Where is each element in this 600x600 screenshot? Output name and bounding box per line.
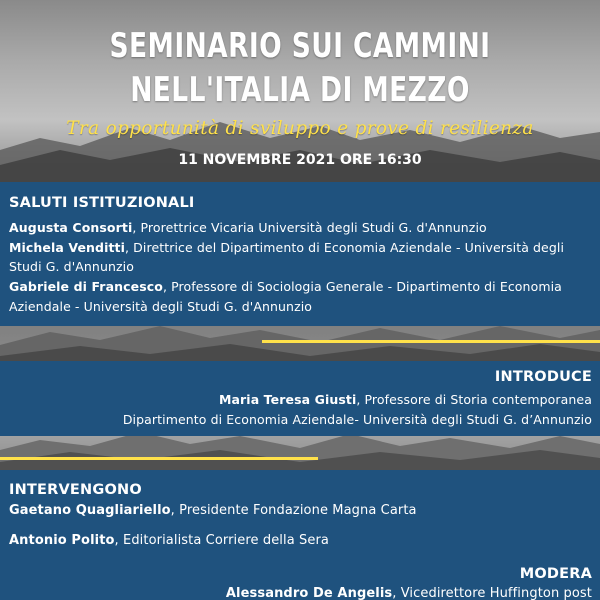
intervengono-person-2 [9,533,329,548]
saluti-person-2-cont: Studi G. d'Annunzio [9,259,134,274]
saluti-heading: SALUTI ISTITUZIONALI [9,195,195,211]
introduce-person-cont: Dipartimento di Economia Aziendale- Università degli Studi G. d’Annunzio [122,412,592,427]
saluti-person-1 [9,220,487,235]
person-name: Augusta Consorti [9,220,133,235]
subtitle: Tra opportunità di sviluppo e prove di resilienza [66,118,534,139]
introduce-heading: INTRODUCE [494,369,592,385]
person-name: Michela Venditti [9,240,126,255]
saluti-person-3-cont: Aziendale - Università degli Studi G. d'Annunzio [9,299,313,314]
person-role: , Editorialista Corriere della Sera [114,533,329,548]
event-date: 11 NOVEMBRE 2021 ORE 16:30 [178,152,422,168]
yellow-divider-1 [262,340,600,343]
person-name: Maria Teresa Giusti [218,392,357,407]
modera-heading: MODERA [519,566,592,582]
person-name: Gaetano Quagliariello [9,503,171,518]
person-role: , Professore di Sociologia Generale - Dipartimento di Economia [162,279,562,294]
person-role: , Direttrice del Dipartimento di Economia Aziendale - Università degli [125,240,565,255]
intervengono-heading: INTERVENGONO [9,482,142,498]
title-line-1: SEMINARIO SUI CAMMINI [109,26,491,66]
person-name: Gabriele di Francesco [9,279,163,294]
modera-person [226,586,592,600]
title-line-2: NELL'ITALIA DI MEZZO [130,70,470,110]
yellow-divider-2 [0,457,318,460]
person-role: , Presidente Fondazione Magna Carta [170,503,417,518]
saluti-person-3 [9,279,562,294]
intervengono-person-1 [9,503,417,518]
person-role: , Vicedirettore Huffington post [392,586,592,600]
person-role: , Prorettrice Vicaria Università degli Studi G. d'Annunzio [132,220,487,235]
person-name: Antonio Polito [9,533,115,548]
saluti-person-2 [9,240,564,255]
person-role: , Professore di Storia contemporanea [356,392,592,407]
person-name: Alessandro De Angelis [225,586,393,600]
introduce-person [219,392,592,407]
